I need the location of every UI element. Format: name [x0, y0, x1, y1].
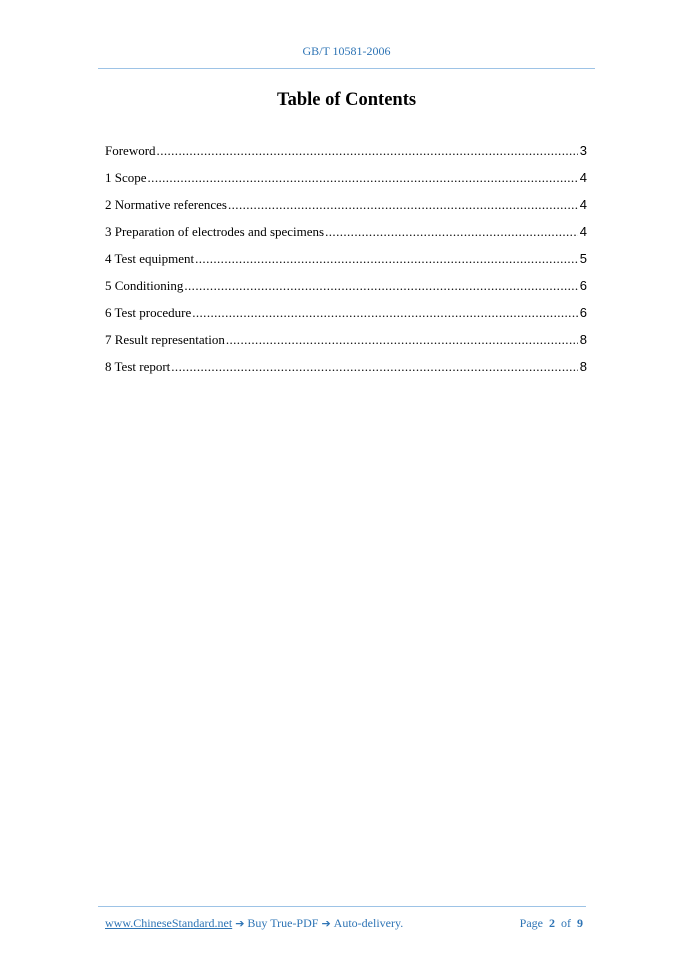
toc-entry-page: 3	[579, 143, 587, 158]
arrow-right-icon: ➔	[321, 917, 331, 930]
toc-leader-dots	[157, 143, 578, 159]
delivery-text: Auto-delivery.	[333, 916, 404, 930]
toc-leader-dots	[184, 278, 577, 294]
toc-entry-scope[interactable]	[105, 170, 587, 197]
toc-entry-label: 6 Test procedure	[105, 305, 192, 320]
toc-entry-label: 8 Test report	[105, 359, 171, 374]
toc-entry-label: 4 Test equipment	[105, 251, 195, 266]
toc-entry-page: 8	[579, 332, 587, 347]
toc-leader-dots	[228, 197, 578, 213]
footer-divider	[98, 906, 586, 907]
toc-entry-normative-references[interactable]	[105, 197, 587, 224]
toc-entry-test-procedure[interactable]	[105, 305, 587, 332]
toc-entry-foreword[interactable]	[105, 143, 587, 170]
page-title: Table of Contents	[276, 90, 417, 110]
page-total: 9	[577, 916, 583, 930]
footer-promo	[105, 916, 403, 931]
header-divider	[98, 68, 595, 69]
toc-leader-dots	[171, 359, 577, 375]
toc-entry-page: 4	[579, 224, 587, 239]
toc-entry-page: 6	[579, 305, 587, 320]
toc-entry-page: 8	[579, 359, 587, 374]
toc-leader-dots	[226, 332, 578, 348]
toc-entry-result-representation[interactable]	[105, 332, 587, 359]
toc-entry-page: 5	[579, 251, 587, 266]
toc-entry-page: 6	[579, 278, 587, 293]
toc-entry-test-report[interactable]	[105, 359, 587, 386]
toc-entry-test-equipment[interactable]	[105, 251, 587, 278]
toc-leader-dots	[148, 170, 578, 186]
toc-leader-dots	[195, 251, 578, 267]
toc-entry-label: Foreword	[105, 143, 156, 158]
toc-entry-conditioning[interactable]	[105, 278, 587, 305]
toc-entry-label: 5 Conditioning	[105, 278, 184, 293]
page-current: 2	[549, 916, 555, 930]
toc-entry-preparation[interactable]	[105, 224, 587, 251]
toc-entry-label: 7 Result representation	[105, 332, 225, 347]
toc-leader-dots	[192, 305, 578, 321]
buy-text: Buy True-PDF	[247, 916, 319, 930]
arrow-right-icon: ➔	[235, 917, 245, 930]
toc-entry-page: 4	[579, 170, 587, 185]
page-footer	[105, 916, 583, 931]
toc-entry-label: 3 Preparation of electrodes and specimens	[105, 224, 325, 239]
toc-entry-label: 1 Scope	[105, 170, 147, 185]
table-of-contents	[105, 143, 587, 386]
website-link[interactable]: www.ChineseStandard.net	[105, 916, 233, 930]
toc-leader-dots	[325, 224, 578, 240]
running-header: GB/T 10581-2006	[302, 44, 391, 58]
page-prefix: Page	[519, 916, 543, 930]
page-of: of	[561, 916, 571, 930]
toc-entry-label: 2 Normative references	[105, 197, 227, 212]
toc-entry-page: 4	[579, 197, 587, 212]
page-number	[520, 916, 583, 931]
